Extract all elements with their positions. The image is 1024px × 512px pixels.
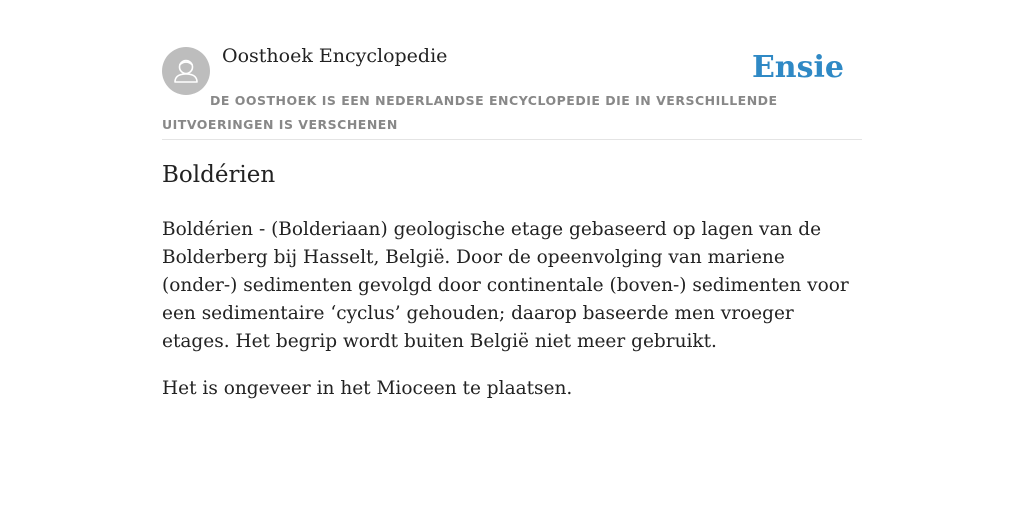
article-paragraph: Het is ongeveer in het Mioceen te plaatsen. [162,378,573,399]
header [162,0,862,140]
source-tagline: DE OOSTHOEK IS EEN NEDERLANDSE ENCYCLOPEDIE DIE IN VERSCHILLENDE UITVOERINGEN IS VERSCHENEN [162,93,778,132]
page [162,0,862,399]
user-icon [162,47,210,95]
source-title[interactable]: Oosthoek Encyclopedie [222,45,448,67]
brand-logo[interactable]: Ensie [751,50,844,85]
article-title: Boldérien [162,162,276,188]
article-body [162,216,862,422]
avatar[interactable] [162,47,210,95]
article-paragraph: Boldérien - (Bolderiaan) geologische etage gebaseerd op lagen van de Bolderberg bij Hasselt, België. Door de opeenvolging van mariene (onder-) sedimenten gevolgd door continentale (boven-) sedimenten voor een sedimentaire ‘cyclus’ gehouden; daarop baseerde men vroeger etages. Het begrip wordt buiten België niet meer gebruikt. [162,219,849,352]
